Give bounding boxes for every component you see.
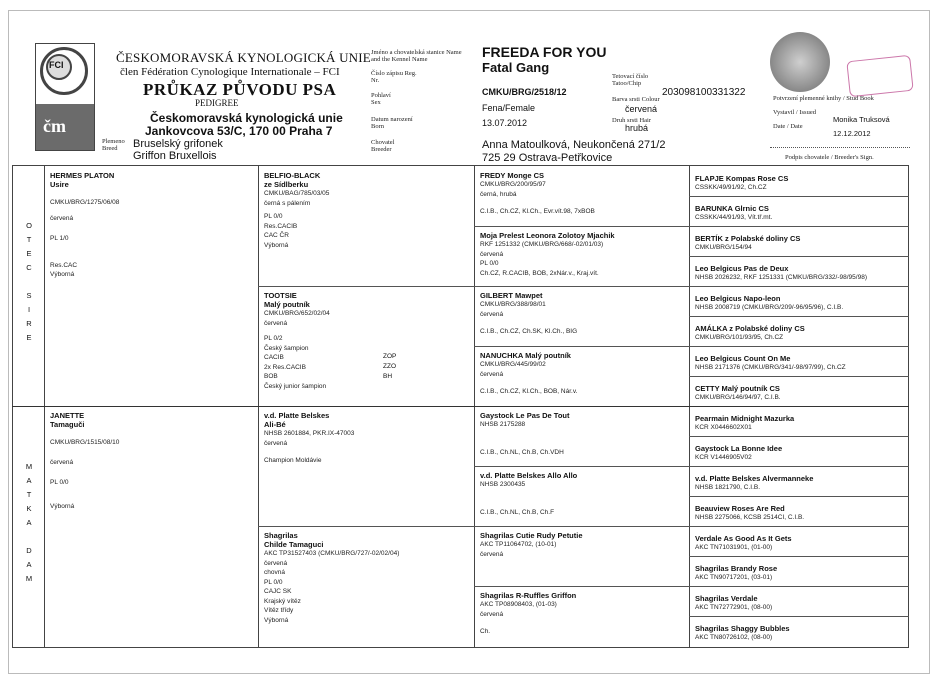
ss-line: černá s pálením — [264, 199, 311, 207]
grid-divider — [689, 376, 909, 377]
dd-kennel: Childe Tamaguci — [264, 540, 324, 549]
gen4-cell — [695, 234, 907, 253]
gen4-cell — [695, 204, 907, 223]
label-hair: Druh srsti Hair — [612, 117, 651, 124]
gen3-name: Shagrilas Cutie Rudy Petutie — [480, 531, 583, 540]
gen3-line: CMKU/BRG/388/98/01 — [480, 301, 546, 308]
gen3-name: Moja Prelest Leonora Zolotoy Mjachik — [480, 231, 615, 240]
gen4-cell — [695, 624, 907, 643]
dog-colour: červená — [625, 104, 658, 114]
label-name: Jméno a chovatelská stanice Name and the Kennel Name — [371, 49, 462, 63]
sd-line: CMKU/BRG/652/02/04 — [264, 310, 330, 317]
ds-line: NHSB 2601884, PKR.IX-47003 — [264, 430, 355, 437]
gen4-name: BERTÍK z Polabské doliny CS — [695, 234, 801, 243]
dam-line: červená — [50, 459, 74, 466]
gen4-name: CETTY Malý poutník CS — [695, 384, 780, 393]
address-line1: Českomoravská kynologická unie — [150, 111, 343, 125]
gen3-cell — [480, 471, 685, 517]
dam-name: JANETTE — [50, 411, 85, 420]
sd-tag: BH — [383, 373, 393, 380]
document-subtitle: PEDIGREE — [195, 98, 239, 108]
sd-cell — [264, 291, 469, 391]
dog-born: 13.07.2012 — [482, 118, 528, 128]
gen4-line: CMKU/BRG/154/94 — [695, 244, 752, 251]
dog-chip: 203098100331322 — [662, 87, 746, 98]
gen3-cell — [480, 591, 685, 637]
dd-line: Výborná — [264, 616, 289, 624]
ds-cell — [264, 411, 469, 466]
gen3-name: GILBERT Mawpet — [480, 291, 543, 300]
label-confirmed: Potvrzení plemenné knihy / Stud Book — [773, 95, 874, 102]
gen3-cell — [480, 171, 685, 217]
cmku-logo-text: čm — [43, 116, 66, 136]
breeder-line1: Anna Matoulková, Neukončená 271/2 — [482, 139, 666, 151]
gen4-cell — [695, 384, 907, 403]
gen4-line: CSSKK/49/91/92, Ch.CZ — [695, 184, 767, 191]
gen3-name: Gaystock Le Pas De Tout — [480, 411, 570, 420]
sd-line: červená — [264, 319, 288, 327]
grid-divider — [474, 466, 909, 467]
gen3-line: červená — [480, 250, 504, 258]
gen3-line: Ch.CZ, R.CACIB, BOB, 2xNár.v., Kraj.vít. — [480, 269, 599, 277]
gen4-cell — [695, 354, 907, 373]
dd-line: CAJC SK — [264, 588, 292, 595]
gen4-line: NHSB 1821790, C.I.B. — [695, 484, 761, 491]
gen3-name: v.d. Platte Belskes Allo Allo — [480, 471, 578, 480]
gen4-line: NHSB 2008719 (CMKU/BRG/209/-96/95/96), C.I.B. — [695, 304, 844, 311]
dam-line: CMKU/BRG/1515/08/10 — [50, 439, 120, 446]
gen3-line: NHSB 2175288 — [480, 421, 526, 428]
dam-kennel: Tamaguči — [50, 420, 85, 429]
gen4-cell — [695, 294, 907, 313]
issuer-name: Monika Truksová — [833, 115, 890, 124]
breed-label: Plemeno Breed — [102, 138, 125, 152]
gen3-line: C.I.B., Ch.NL, Ch.B, Ch.VDH — [480, 448, 564, 456]
gen3-line: C.I.B., Ch.NL, Ch.B, Ch.F — [480, 508, 555, 516]
gen3-line: C.I.B., Ch.CZ, Kl.Ch., BOB, Nár.v. — [480, 388, 578, 395]
grid-divider — [689, 616, 909, 617]
gen3-line: C.I.B., Ch.CZ, Kl.Ch., Evr.vít.98, 7xBOB — [480, 208, 595, 215]
sd-line: CACIB — [264, 354, 284, 361]
breed-en: Griffon Bruxellois — [133, 150, 217, 162]
gen4-line: KCR V1446905V02 — [695, 454, 752, 461]
gen3-line: AKC TP11064702, (10-01) — [480, 541, 557, 548]
stud-book-seal-icon — [770, 32, 830, 92]
dd-line: chovná — [264, 569, 285, 576]
ss-cell — [264, 171, 469, 250]
fci-logo-text: FCI — [49, 60, 64, 70]
ss-line: PL 0/0 — [264, 213, 283, 220]
gen4-cell — [695, 324, 907, 343]
gen4-name: FLAPJE Kompas Rose CS — [695, 174, 789, 183]
grid-divider — [689, 496, 909, 497]
signature-stamp-icon — [846, 55, 913, 97]
ss-name: BELFIO-BLACK — [264, 171, 321, 180]
gen3-line: červená — [480, 370, 504, 378]
gen3-line: NHSB 2300435 — [480, 481, 526, 488]
label-reg: Číslo zápisu Reg. Nr. — [371, 70, 417, 84]
gen3-name: NANUCHKA Malý poutník — [480, 351, 571, 360]
side-label-sire: O T E C S I R E — [26, 221, 32, 342]
dam-cell — [50, 411, 250, 515]
label-sex: Pohlaví Sex — [371, 92, 391, 106]
label-date: Date / Date — [773, 123, 803, 130]
sire-line: CMKU/BRG/1275/06/08 — [50, 199, 120, 206]
dog-sex: Fena/Female — [482, 103, 536, 113]
address-line2: Jankovcova 53/C, 170 00 Praha 7 — [145, 124, 333, 138]
ss-kennel: ze Sídlberku — [264, 180, 309, 189]
gen3-cell — [480, 351, 685, 397]
gen4-name: Verdale As Good As It Gets — [695, 534, 792, 543]
dd-line: AKC TP31527403 (CMKU/BRG/727/-02/02/04) — [264, 550, 400, 557]
dog-reg-no: CMKU/BRG/2518/12 — [482, 87, 567, 97]
sd-tag: ZOP — [383, 353, 397, 360]
grid-divider — [474, 586, 909, 587]
sd-kennel: Malý poutník — [264, 300, 310, 309]
gen3-line: PL 0/0 — [480, 260, 499, 267]
label-signature: Podpis chovatele / Breeder's Sign. — [785, 154, 874, 161]
dog-name: FREEDA FOR YOU — [482, 44, 607, 60]
gen4-name: Shagrilas Brandy Rose — [695, 564, 778, 573]
gen4-cell — [695, 444, 907, 463]
gen4-line: CMKU/BRG/146/94/97, C.I.B. — [695, 394, 781, 401]
gen4-line: AKC TN72772901, (08-00) — [695, 604, 773, 611]
ds-line: červená — [264, 439, 288, 447]
ss-line: Výborná — [264, 241, 289, 249]
sire-line: Res.CAC — [50, 262, 78, 269]
grid-divider — [258, 286, 909, 287]
sire-line: PL 1/0 — [50, 235, 69, 242]
ss-line: CAC ČR — [264, 232, 289, 239]
issue-date: 12.12.2012 — [833, 129, 871, 138]
sd-line: BOB — [264, 373, 278, 380]
gen4-line: CMKU/BRG/101/93/95, Ch.CZ — [695, 334, 784, 341]
gen3-line: červená — [480, 610, 504, 618]
grid-divider — [12, 406, 909, 407]
gen3-line: červená — [480, 310, 504, 318]
gen4-name: Leo Belgicus Pas de Deux — [695, 264, 789, 273]
gen3-cell — [480, 411, 685, 457]
gen4-line: AKC TN71031901, (01-00) — [695, 544, 773, 551]
breed-cz: Bruselský grifonek — [133, 138, 223, 150]
gen3-line: Ch. — [480, 628, 491, 635]
gen4-name: Shagrilas Shaggy Bubbles — [695, 624, 790, 633]
sd-tag: ZZO — [383, 363, 396, 370]
grid-divider — [689, 196, 909, 197]
gen4-cell — [695, 414, 907, 433]
gen4-name: Gaystock La Bonne Idee — [695, 444, 783, 453]
ds-name: v.d. Platte Belskes — [264, 411, 330, 420]
dd-line: červená — [264, 559, 288, 567]
label-born: Datum narození Born — [371, 116, 413, 130]
gen4-line: NHSB 2026232, RKF 1251331 (CMKU/BRG/332/-98/95/98) — [695, 274, 867, 281]
dam-line: Výborná — [50, 503, 75, 510]
gen3-cell — [480, 531, 685, 559]
gen3-line: C.I.B., Ch.CZ, Ch.SK, Kl.Ch., BIG — [480, 328, 578, 335]
gen4-cell — [695, 174, 907, 193]
sd-line: Český šampion — [264, 344, 309, 352]
dd-line: PL 0/0 — [264, 578, 283, 586]
cmku-fci-logo — [35, 43, 95, 151]
gen3-line: CMKU/BRG/445/99/02 — [480, 361, 546, 368]
gen4-name: Shagrilas Verdale — [695, 594, 758, 603]
gen3-cell — [480, 291, 685, 337]
document-title: PRŮKAZ PŮVODU PSA — [143, 80, 337, 99]
dd-cell — [264, 531, 469, 625]
gen3-line: CMKU/BRG/200/95/97 — [480, 181, 546, 188]
gen3-line: RKF 1251332 (CMKU/BRG/668/-02/01/03) — [480, 241, 604, 248]
sire-kennel: Usire — [50, 180, 69, 189]
sd-line: Český junior šampion — [264, 382, 327, 390]
grid-divider — [474, 346, 909, 347]
sire-cell — [50, 171, 250, 279]
gen4-line: AKC TN80726102, (08-00) — [695, 634, 773, 641]
gen4-cell — [695, 534, 907, 553]
sire-line: červená — [50, 215, 74, 222]
dd-line: Krajský vítěz — [264, 597, 301, 605]
sd-name: TOOTSIE — [264, 291, 297, 300]
ds-line: Champion Moldávie — [264, 457, 322, 464]
gen4-cell — [695, 564, 907, 583]
label-issued: Vystavil / Issued — [773, 109, 816, 116]
sire-name: HERMES PLATON — [50, 171, 115, 180]
org-member: člen Fédération Cynologique Internationale – FCI — [120, 66, 340, 78]
gen4-cell — [695, 474, 907, 493]
sire-line: Výborná — [50, 271, 75, 278]
ds-kennel: Ali-Bé — [264, 420, 286, 429]
gen3-line: červená — [480, 550, 504, 558]
gen4-cell — [695, 264, 907, 283]
gen4-cell — [695, 594, 907, 613]
gen4-name: BARUNKA Glrnic CS — [695, 204, 769, 213]
gen3-name: Shagrilas R-Ruffles Griffon — [480, 591, 577, 600]
ss-line: CMKU/BAG/785/03/05 — [264, 190, 330, 197]
sd-line: 2x Res.CACIB — [264, 363, 306, 371]
gen3-line: AKC TP08908403, (01-03) — [480, 601, 557, 608]
dd-line: Vítěz třídy — [264, 607, 294, 614]
gen4-name: Beauview Roses Are Red — [695, 504, 785, 513]
org-name: ČESKOMORAVSKÁ KYNOLOGICKÁ UNIE — [116, 50, 371, 65]
dog-hair: hrubá — [625, 123, 649, 133]
grid-divider — [689, 316, 909, 317]
signature-line — [770, 147, 910, 148]
gen3-cell — [480, 231, 685, 278]
gen4-name: AMÁLKA z Polabské doliny CS — [695, 324, 805, 333]
gen3-line: černá, hrubá — [480, 190, 517, 198]
breeder-line2: 725 29 Ostrava-Petřkovice — [482, 152, 613, 164]
dam-line: PL 0/0 — [50, 479, 69, 486]
gen4-name: Leo Belgicus Count On Me — [695, 354, 791, 363]
gen4-line: KCR X0446602X01 — [695, 424, 752, 431]
sd-line: PL 0/2 — [264, 335, 283, 342]
dd-name: Shagrilas — [264, 531, 298, 540]
grid-divider — [689, 556, 909, 557]
label-breeder: Chovatel Breeder — [371, 139, 395, 153]
gen4-line: CSSKK/44/91/93, Vít.tř.mt. — [695, 214, 773, 221]
gen3-name: FREDY Monge CS — [480, 171, 545, 180]
label-colour: Barva srsti Colour — [612, 96, 660, 103]
gen4-name: Pearmain Midnight Mazurka — [695, 414, 795, 423]
grid-divider — [689, 256, 909, 257]
grid-divider — [474, 226, 909, 227]
dog-kennel: Fatal Gang — [482, 60, 550, 75]
gen4-line: NHSB 2171376 (CMKU/BRG/341/-98/97/99), Ch.CZ — [695, 364, 846, 371]
gen4-line: NHSB 2275066, KCSB 2514CI, C.I.B. — [695, 514, 805, 521]
grid-divider — [258, 526, 909, 527]
gen4-name: Leo Belgicus Napo-leon — [695, 294, 781, 303]
side-label-dam: M A T K A D A M — [25, 462, 33, 583]
gen4-name: v.d. Platte Belskes Alvermanneke — [695, 474, 814, 483]
gen4-cell — [695, 504, 907, 523]
gen4-line: AKC TN90717201, (03-01) — [695, 574, 773, 581]
label-chip: Tetovací číslo Tatoo/Chip — [612, 73, 649, 87]
grid-divider — [689, 436, 909, 437]
ss-line: Res.CACIB — [264, 222, 298, 230]
